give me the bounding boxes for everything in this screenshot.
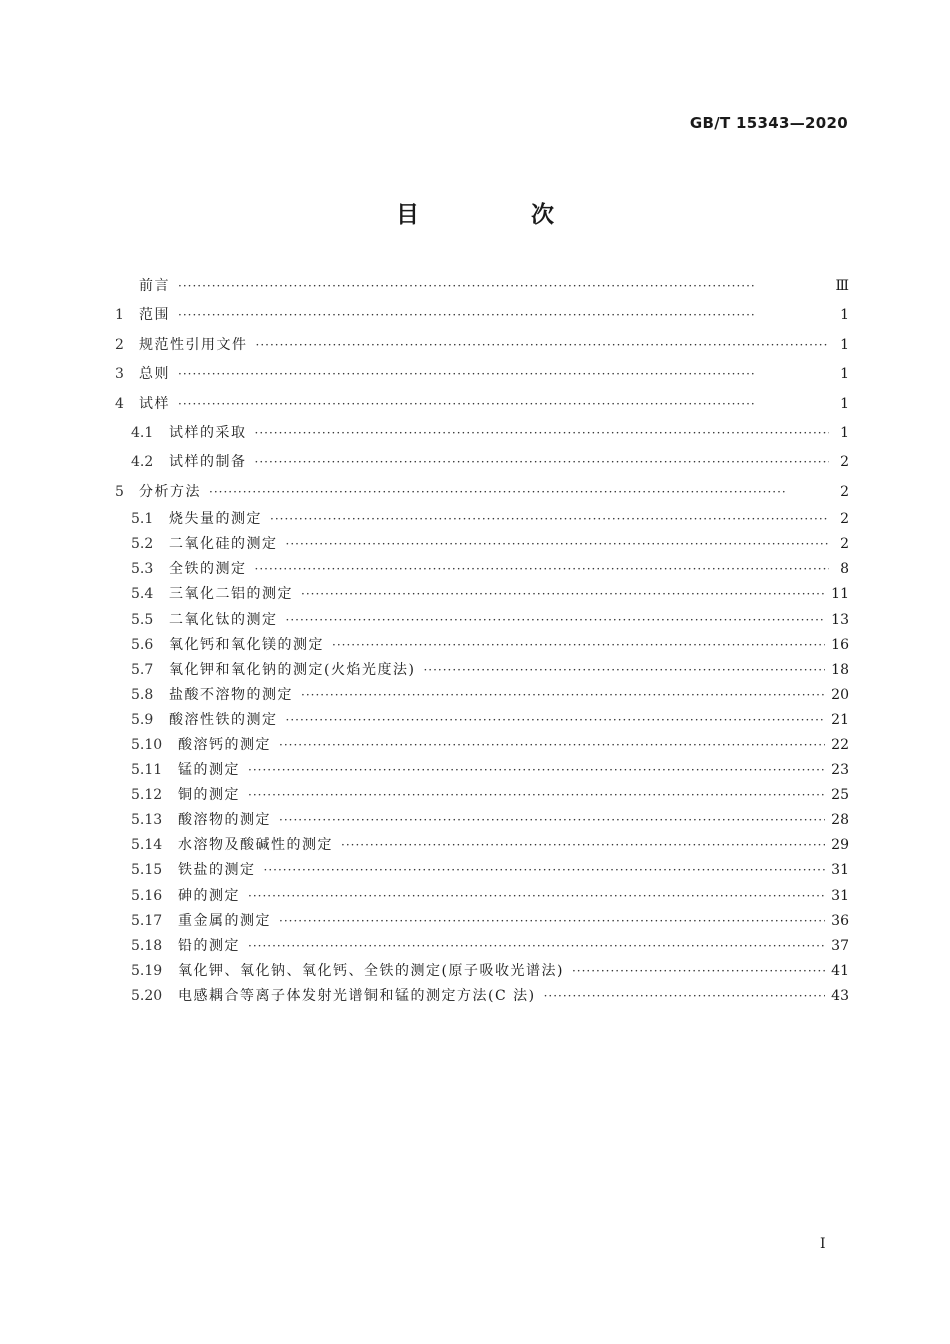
toc-entry-label: 总则 xyxy=(139,366,170,383)
toc-entry[interactable] xyxy=(115,608,849,633)
toc-entry-label: 酸溶性铁的测定 xyxy=(169,711,278,728)
toc-entry[interactable] xyxy=(115,909,849,934)
toc-entry-page: 1 xyxy=(840,395,849,412)
toc-entry-number: 4.2 xyxy=(131,454,154,471)
toc-leader-dots xyxy=(178,390,829,419)
toc-leader-dots xyxy=(301,683,825,708)
toc-leader-dots xyxy=(255,557,830,582)
toc-entry[interactable] xyxy=(115,557,849,582)
toc-entry-number: 5.10 xyxy=(131,736,163,753)
toc-leader-dots xyxy=(255,448,830,477)
toc-entry-number: 5.12 xyxy=(131,787,163,804)
toc-entry-page: 31 xyxy=(831,862,849,879)
toc-entry-label: 前言 xyxy=(139,278,170,294)
toc-entry-page: 16 xyxy=(831,636,849,653)
toc-entry-number: 5.3 xyxy=(131,561,154,578)
toc-entry-number: 5 xyxy=(115,483,124,500)
toc-leader-dots xyxy=(178,301,829,330)
toc-entry-label: 铜的测定 xyxy=(178,787,240,804)
toc-leader-dots xyxy=(264,858,826,883)
toc-entry[interactable] xyxy=(115,658,849,683)
toc-entry[interactable] xyxy=(115,783,849,808)
toc-leader-dots xyxy=(270,507,829,532)
toc-leader-dots xyxy=(209,478,829,507)
toc-entry-page: 11 xyxy=(831,586,849,603)
toc-leader-dots xyxy=(248,934,825,959)
toc-entry[interactable] xyxy=(115,984,849,1009)
toc-entry-label: 二氧化硅的测定 xyxy=(169,536,278,553)
toc-entry-label: 酸溶物的测定 xyxy=(178,812,271,829)
toc-entry-label: 氧化钾和氧化钠的测定(火焰光度法) xyxy=(169,661,416,678)
toc-entry[interactable] xyxy=(115,833,849,858)
toc-entry[interactable] xyxy=(115,959,849,984)
toc-entry-number: 4 xyxy=(115,395,124,412)
toc-entry-page: 2 xyxy=(840,511,849,528)
toc-entry[interactable] xyxy=(115,419,849,448)
toc-leader-dots xyxy=(248,783,825,808)
toc-leader-dots xyxy=(279,733,825,758)
toc-entry-label: 铅的测定 xyxy=(178,937,240,954)
toc-entry-page: 2 xyxy=(840,483,849,500)
toc-leader-dots xyxy=(286,532,830,557)
toc-leader-dots xyxy=(301,582,825,607)
toc-entry-number: 3 xyxy=(115,366,124,383)
toc-entry-label: 电感耦合等离子体发射光谱铜和锰的测定方法(C 法) xyxy=(178,987,536,1004)
toc-entry-label: 范围 xyxy=(139,307,170,324)
toc-leader-dots xyxy=(544,984,826,1009)
toc-leader-dots xyxy=(178,272,829,301)
toc-leader-dots xyxy=(248,758,825,783)
toc-entry[interactable] xyxy=(115,808,849,833)
toc-entry-number: 5.19 xyxy=(131,962,163,979)
toc-entry-number: 5.5 xyxy=(131,611,154,628)
toc-entry-number: 5.7 xyxy=(131,661,154,678)
toc-entry-number: 5.13 xyxy=(131,812,163,829)
toc-leader-dots xyxy=(423,658,825,683)
toc-entry-page: Ⅲ xyxy=(835,278,849,294)
toc-entry-number: 5.6 xyxy=(131,636,154,653)
toc-entry-number: 5.16 xyxy=(131,887,163,904)
toc-entry[interactable] xyxy=(115,532,849,557)
toc-leader-dots xyxy=(178,360,829,389)
toc-entry[interactable] xyxy=(115,884,849,909)
toc-entry-number: 1 xyxy=(115,307,124,324)
toc-entry-page: 1 xyxy=(840,336,849,353)
toc-entry-page: 25 xyxy=(831,787,849,804)
toc-entry[interactable] xyxy=(115,301,849,330)
toc-entry-label: 二氧化钛的测定 xyxy=(169,611,278,628)
toc-entry-number: 5.11 xyxy=(131,762,163,779)
toc-leader-dots xyxy=(256,331,830,360)
toc-entry-label: 全铁的测定 xyxy=(169,561,247,578)
toc-entry[interactable] xyxy=(115,582,849,607)
toc-entry[interactable] xyxy=(115,858,849,883)
toc-entry[interactable] xyxy=(115,758,849,783)
standard-code: GB/T 15343—2020 xyxy=(689,114,848,132)
toc-entry-page: 37 xyxy=(831,937,849,954)
toc-entry-page: 21 xyxy=(831,711,849,728)
toc-leader-dots xyxy=(341,833,825,858)
toc-leader-dots xyxy=(572,959,825,984)
toc-leader-dots xyxy=(332,633,825,658)
toc-entry-page: 28 xyxy=(831,812,849,829)
toc-entry-page: 36 xyxy=(831,912,849,929)
toc-entry[interactable] xyxy=(115,683,849,708)
toc-entry[interactable] xyxy=(115,708,849,733)
toc-leader-dots xyxy=(286,608,826,633)
toc-entry-number: 5.18 xyxy=(131,937,163,954)
toc-entry-number: 5.20 xyxy=(131,987,163,1004)
toc-entry-page: 1 xyxy=(840,366,849,383)
toc-leader-dots xyxy=(248,884,825,909)
toc-entry-label: 水溶物及酸碱性的测定 xyxy=(178,837,333,854)
table-of-contents xyxy=(115,272,849,1009)
toc-entry-number: 5.8 xyxy=(131,686,154,703)
toc-entry[interactable] xyxy=(115,507,849,532)
toc-entry-page: 8 xyxy=(840,561,849,578)
toc-entry-label: 氧化钾、氧化钠、氧化钙、全铁的测定(原子吸收光谱法) xyxy=(178,962,564,979)
toc-entry-number: 4.1 xyxy=(131,424,154,441)
toc-entry-number: 5.17 xyxy=(131,912,163,929)
toc-entry[interactable] xyxy=(115,360,849,389)
page-title: 目 次 xyxy=(395,202,606,228)
toc-entry-page: 1 xyxy=(840,424,849,441)
toc-entry-page: 22 xyxy=(831,736,849,753)
toc-entry-label: 砷的测定 xyxy=(178,887,240,904)
toc-leader-dots xyxy=(279,909,825,934)
toc-entry-label: 酸溶钙的测定 xyxy=(178,736,271,753)
toc-entry-page: 23 xyxy=(831,762,849,779)
toc-leader-dots xyxy=(286,708,826,733)
toc-entry-page: 29 xyxy=(831,837,849,854)
toc-entry-number: 5.15 xyxy=(131,862,163,879)
toc-entry-label: 锰的测定 xyxy=(178,762,240,779)
toc-entry-label: 氧化钙和氧化镁的测定 xyxy=(169,636,324,653)
toc-entry-label: 试样的制备 xyxy=(169,454,247,471)
toc-entry-page: 18 xyxy=(831,661,849,678)
page-number: I xyxy=(820,1236,826,1252)
toc-entry[interactable] xyxy=(115,390,849,419)
toc-entry-page: 2 xyxy=(840,536,849,553)
toc-entry[interactable] xyxy=(115,331,849,360)
toc-entry-number: 5.2 xyxy=(131,536,154,553)
toc-entry-page: 43 xyxy=(831,987,849,1004)
toc-entry-number: 5.9 xyxy=(131,711,154,728)
toc-entry-number: 5.14 xyxy=(131,837,163,854)
toc-entry[interactable] xyxy=(115,633,849,658)
toc-entry-page: 31 xyxy=(831,887,849,904)
toc-entry[interactable] xyxy=(115,448,849,477)
toc-entry-label: 规范性引用文件 xyxy=(139,336,248,353)
toc-entry-label: 分析方法 xyxy=(139,483,201,500)
toc-entry-number: 5.1 xyxy=(131,511,154,528)
toc-entry[interactable] xyxy=(115,272,849,301)
toc-leader-dots xyxy=(255,419,830,448)
toc-entry-page: 2 xyxy=(840,454,849,471)
toc-entry-label: 盐酸不溶物的测定 xyxy=(169,686,293,703)
toc-entry[interactable] xyxy=(115,478,849,507)
toc-entry-number: 5.4 xyxy=(131,586,154,603)
toc-entry-page: 1 xyxy=(840,307,849,324)
toc-entry-page: 41 xyxy=(831,962,849,979)
toc-leader-dots xyxy=(279,808,825,833)
toc-entry-page: 20 xyxy=(831,686,849,703)
toc-entry-label: 试样 xyxy=(139,395,170,412)
toc-entry-label: 重金属的测定 xyxy=(178,912,271,929)
toc-entry-label: 三氧化二铝的测定 xyxy=(169,586,293,603)
toc-entry[interactable] xyxy=(115,934,849,959)
toc-entry[interactable] xyxy=(115,733,849,758)
toc-entry-label: 烧失量的测定 xyxy=(169,511,262,528)
toc-entry-label: 铁盐的测定 xyxy=(178,862,256,879)
toc-entry-label: 试样的采取 xyxy=(169,424,247,441)
toc-entry-number: 2 xyxy=(115,336,124,353)
toc-entry-page: 13 xyxy=(831,611,849,628)
